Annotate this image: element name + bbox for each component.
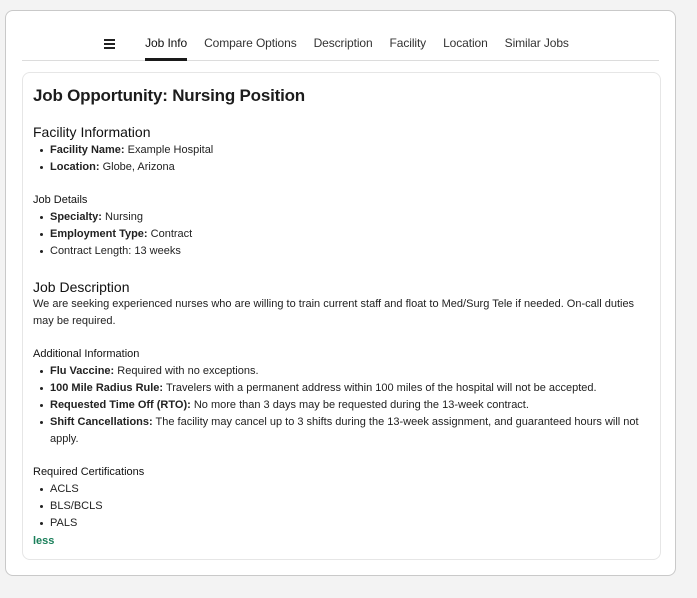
- additional-info-section: [33, 347, 650, 448]
- tab-description[interactable]: Description: [313, 36, 373, 50]
- page-title: Job Opportunity: Nursing Position: [33, 86, 305, 105]
- list-item: Flu Vaccine: Required with no exceptions.: [50, 363, 650, 380]
- description-text: We are seeking experienced nurses who are willing to train current staff and float to Med/Surg Tele if needed. On-call duties may be required.: [33, 298, 635, 327]
- tab-location[interactable]: Location: [443, 36, 488, 50]
- additional-info-heading: Additional Information: [33, 348, 140, 360]
- certifications-heading: Required Certifications: [33, 466, 145, 478]
- list-item: Shift Cancellations: The facility may cancel up to 3 shifts during the 13-week assignment, and guaranteed hours will not apply.: [50, 414, 650, 448]
- list-item: 100 Mile Radius Rule: Travelers with a permanent address within 100 miles of the hospital will not be accepted.: [50, 380, 650, 397]
- facility-heading: Facility Information: [33, 124, 151, 140]
- list-item: ACLS: [50, 481, 650, 498]
- certifications-section: [33, 465, 650, 532]
- job-details-heading: Job Details: [33, 194, 88, 206]
- list-item: Contract Length: 13 weeks: [50, 243, 650, 260]
- list-item: Facility Name: Example Hospital: [50, 142, 650, 159]
- tab-job-info[interactable]: Job Info: [145, 30, 187, 60]
- list-item: BLS/BCLS: [50, 498, 650, 515]
- list-item: Employment Type: Contract: [50, 226, 650, 243]
- list-item: PALS: [50, 515, 650, 532]
- job-panel: [5, 10, 676, 576]
- facility-section: [33, 123, 650, 176]
- tab-facility[interactable]: Facility: [389, 36, 427, 50]
- list-item: Requested Time Off (RTO): No more than 3 days may be requested during the 13-week contract.: [50, 397, 650, 414]
- tab-similar-jobs[interactable]: Similar Jobs: [504, 36, 569, 50]
- hamburger-menu-icon[interactable]: [104, 30, 115, 60]
- show-less-link[interactable]: less: [33, 535, 55, 547]
- list-item: Location: Globe, Arizona: [50, 159, 650, 176]
- list-item: Specialty: Nursing: [50, 209, 650, 226]
- tab-bar: [22, 30, 659, 61]
- description-heading: Job Description: [33, 279, 130, 295]
- description-section: [33, 278, 650, 330]
- job-details-section: [33, 193, 650, 260]
- tab-compare-options[interactable]: Compare Options: [204, 36, 297, 50]
- job-info-card: [22, 72, 661, 560]
